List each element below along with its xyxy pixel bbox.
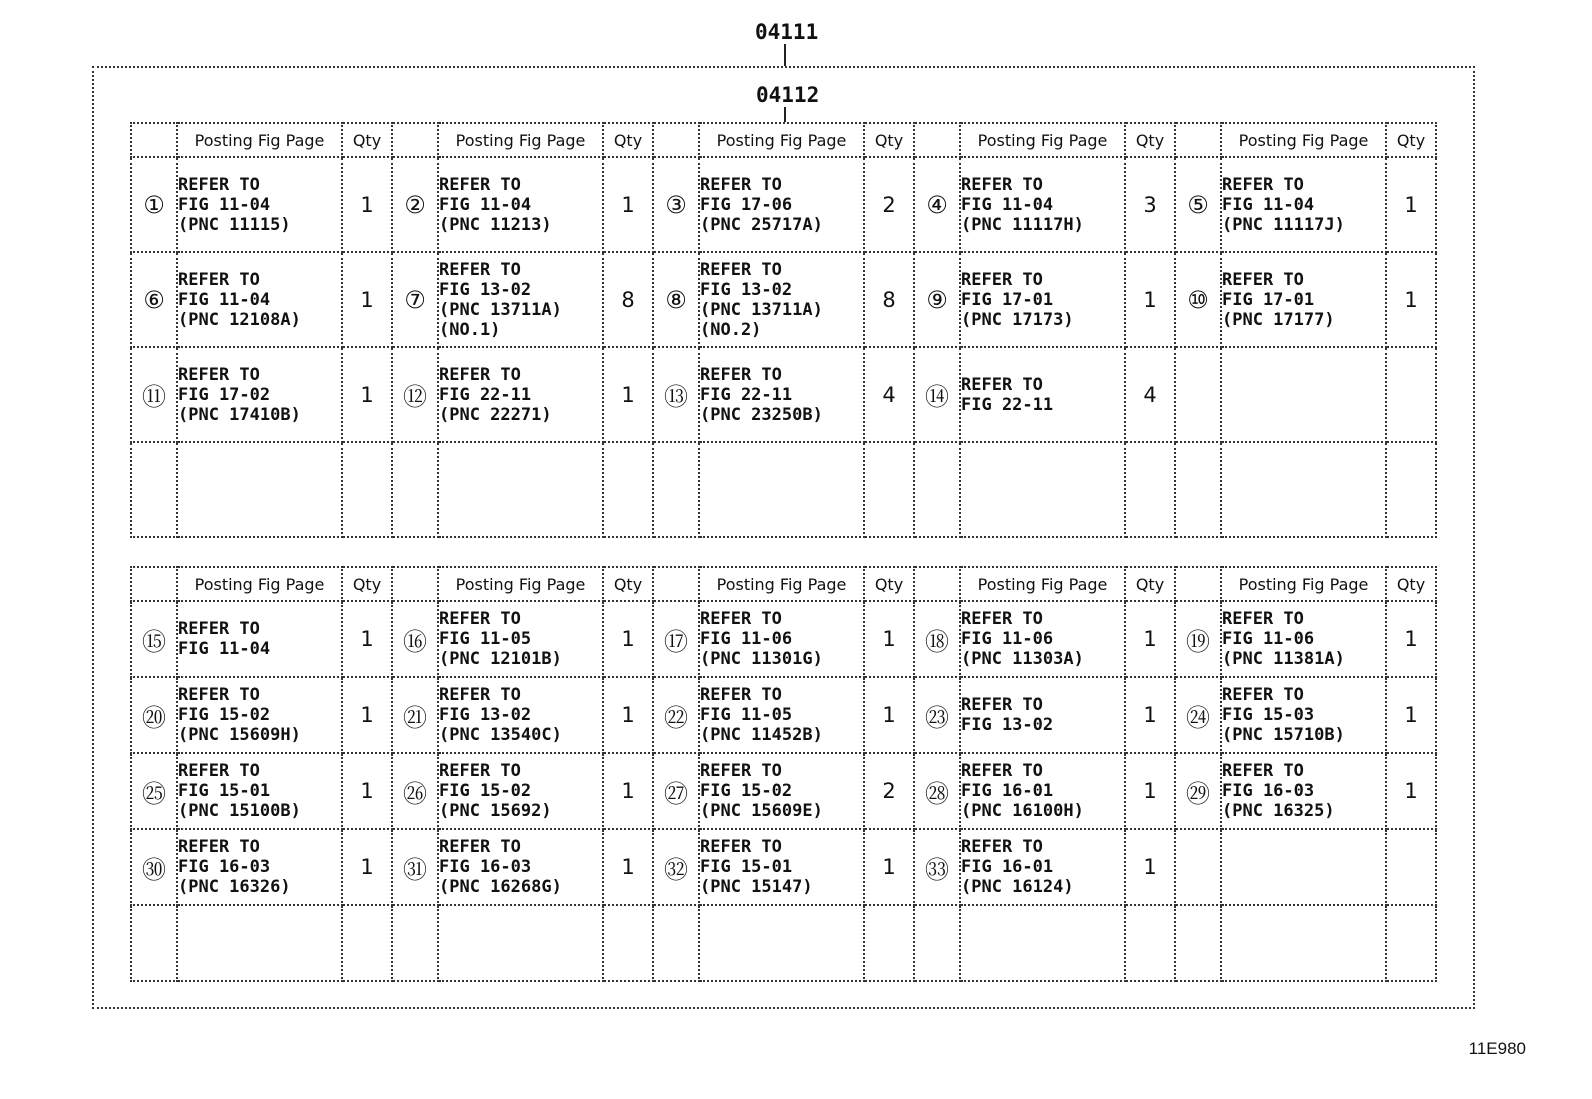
- reference-line: FIG 11-04: [961, 194, 1054, 215]
- ref-number: ㉜: [653, 829, 699, 905]
- header-qty: Qty: [342, 123, 392, 157]
- reference-line: FIG 15-01: [700, 857, 793, 877]
- qty-cell: 3: [1125, 157, 1175, 252]
- posting-fig-page-cell: [438, 905, 603, 981]
- reference-line: REFER TO: [961, 374, 1043, 395]
- reference-line: REFER TO: [961, 837, 1043, 857]
- ref-number: ⑱: [914, 601, 960, 677]
- posting-fig-page-cell: [177, 905, 342, 981]
- posting-fig-page-cell: [438, 677, 603, 753]
- header-posting-fig-page: Posting Fig Page: [699, 123, 864, 157]
- posting-fig-page-cell: [1221, 753, 1386, 829]
- ref-number: ㉘: [914, 753, 960, 829]
- reference-line: (PNC 11115): [178, 214, 291, 235]
- posting-fig-page-cell: [177, 753, 342, 829]
- reference-line: FIG 11-04: [178, 639, 271, 659]
- reference-line: FIG 17-06: [700, 194, 793, 215]
- ref-number: ㉒: [653, 677, 699, 753]
- reference-line: REFER TO: [178, 837, 260, 857]
- posting-fig-page-cell: [177, 442, 342, 537]
- table-header-row: [131, 567, 1436, 601]
- reference-line: (PNC 17177): [1222, 309, 1335, 330]
- qty-cell: 1: [1125, 829, 1175, 905]
- header-posting-fig-page: Posting Fig Page: [177, 567, 342, 601]
- reference-line: (PNC 11452B): [700, 725, 823, 745]
- illustration-code: 11E980: [1468, 1039, 1526, 1058]
- reference-line: FIG 22-11: [961, 394, 1054, 415]
- posting-fig-page-cell: [1221, 442, 1386, 537]
- ref-number: ⑪: [131, 347, 177, 442]
- reference-line: REFER TO: [1222, 609, 1304, 629]
- reference-line: REFER TO: [178, 269, 260, 290]
- qty-cell: [342, 442, 392, 537]
- reference-line: (PNC 11117H): [961, 214, 1084, 235]
- header-ref-number: [1175, 567, 1221, 601]
- qty-cell: 2: [864, 157, 914, 252]
- table-row: [131, 677, 1436, 753]
- reference-line: FIG 16-01: [961, 781, 1054, 801]
- table-row: [131, 905, 1436, 981]
- ref-number: ⑤: [1175, 157, 1221, 252]
- table-row: [131, 347, 1436, 442]
- header-qty: Qty: [603, 567, 653, 601]
- posting-fig-page-cell: [699, 601, 864, 677]
- ref-number: [131, 442, 177, 537]
- reference-line: REFER TO: [1222, 269, 1304, 290]
- ref-number: ⑬: [653, 347, 699, 442]
- reference-line: (PNC 23250B): [700, 404, 823, 425]
- posting-fig-page-cell: [438, 252, 603, 347]
- reference-line: (PNC 25717A): [700, 214, 823, 235]
- qty-cell: 1: [1125, 252, 1175, 347]
- assembly-number-sub: 04112: [756, 83, 820, 107]
- posting-fig-page-cell: [177, 677, 342, 753]
- posting-fig-page-cell: [438, 157, 603, 252]
- reference-line: FIG 16-03: [439, 857, 532, 877]
- qty-cell: 1: [1125, 753, 1175, 829]
- qty-cell: 1: [342, 677, 392, 753]
- posting-fig-page-cell: [960, 252, 1125, 347]
- posting-fig-page-cell: [438, 347, 603, 442]
- qty-cell: 1: [342, 753, 392, 829]
- reference-line: FIG 13-02: [439, 279, 532, 300]
- qty-cell: [603, 442, 653, 537]
- table-row: [131, 157, 1436, 252]
- posting-fig-page-cell: [1221, 601, 1386, 677]
- ref-number: [392, 442, 438, 537]
- reference-line: REFER TO: [700, 259, 782, 280]
- reference-line: (PNC 15609H): [178, 725, 301, 745]
- reference-line: REFER TO: [1222, 761, 1304, 781]
- posting-fig-page-cell: [699, 252, 864, 347]
- qty-cell: [864, 905, 914, 981]
- ref-number: ⑯: [392, 601, 438, 677]
- reference-line: REFER TO: [439, 609, 521, 629]
- qty-cell: 1: [1386, 252, 1436, 347]
- reference-line: (PNC 17410B): [178, 404, 301, 425]
- posting-fig-page-cell: [699, 905, 864, 981]
- posting-fig-page-cell: [1221, 677, 1386, 753]
- reference-line: REFER TO: [961, 609, 1043, 629]
- qty-cell: [864, 442, 914, 537]
- posting-fig-page-cell: [960, 677, 1125, 753]
- header-qty: Qty: [864, 567, 914, 601]
- reference-line: (PNC 11213): [439, 214, 552, 235]
- reference-line: FIG 15-02: [178, 705, 271, 725]
- ref-number: ㉝: [914, 829, 960, 905]
- reference-line: (PNC 16326): [178, 877, 291, 897]
- ref-number: ⑧: [653, 252, 699, 347]
- posting-fig-page-cell: [699, 753, 864, 829]
- ref-number: ㉙: [1175, 753, 1221, 829]
- ref-number: ②: [392, 157, 438, 252]
- ref-number: ㉔: [1175, 677, 1221, 753]
- reference-line: FIG 15-03: [1222, 705, 1315, 725]
- reference-line: (PNC 11301G): [700, 649, 823, 669]
- reference-line: REFER TO: [178, 685, 260, 705]
- header-qty: Qty: [1386, 567, 1436, 601]
- posting-fig-page-cell: [438, 601, 603, 677]
- qty-cell: 1: [342, 829, 392, 905]
- qty-cell: [1386, 347, 1436, 442]
- header-qty: Qty: [603, 123, 653, 157]
- header-posting-fig-page: Posting Fig Page: [960, 567, 1125, 601]
- qty-cell: 1: [603, 829, 653, 905]
- reference-line: (PNC 13711A): [439, 299, 562, 320]
- ref-number: [914, 905, 960, 981]
- qty-cell: 1: [1125, 677, 1175, 753]
- reference-line: REFER TO: [700, 609, 782, 629]
- qty-cell: 1: [1125, 601, 1175, 677]
- reference-line: (PNC 16325): [1222, 801, 1335, 821]
- reference-line: FIG 13-02: [439, 705, 532, 725]
- qty-cell: [1386, 442, 1436, 537]
- qty-cell: 1: [1386, 753, 1436, 829]
- qty-cell: 8: [603, 252, 653, 347]
- ref-number: ⑫: [392, 347, 438, 442]
- header-posting-fig-page: Posting Fig Page: [438, 567, 603, 601]
- header-ref-number: [914, 123, 960, 157]
- reference-line: (NO.2): [700, 319, 762, 340]
- qty-cell: 1: [342, 252, 392, 347]
- reference-line: (PNC 16268G): [439, 877, 562, 897]
- header-posting-fig-page: Posting Fig Page: [1221, 567, 1386, 601]
- reference-line: FIG 13-02: [961, 715, 1054, 735]
- reference-line: (PNC 17173): [961, 309, 1074, 330]
- header-posting-fig-page: Posting Fig Page: [699, 567, 864, 601]
- posting-fig-page-cell: [960, 905, 1125, 981]
- ref-number: ㉑: [392, 677, 438, 753]
- reference-line: FIG 22-11: [439, 384, 532, 405]
- reference-line: FIG 11-05: [700, 705, 793, 725]
- reference-line: (NO.1): [439, 319, 501, 340]
- reference-line: FIG 11-04: [1222, 194, 1315, 215]
- qty-cell: 4: [864, 347, 914, 442]
- reference-line: REFER TO: [439, 761, 521, 781]
- reference-line: FIG 13-02: [700, 279, 793, 300]
- reference-line: REFER TO: [700, 837, 782, 857]
- posting-fig-page-cell: [699, 677, 864, 753]
- header-qty: Qty: [1125, 567, 1175, 601]
- table-header-row: [131, 123, 1436, 157]
- posting-fig-page-cell: [177, 252, 342, 347]
- reference-line: REFER TO: [439, 685, 521, 705]
- header-ref-number: [653, 567, 699, 601]
- reference-line: FIG 11-04: [178, 289, 271, 310]
- header-ref-number: [392, 123, 438, 157]
- posting-fig-page-cell: [1221, 157, 1386, 252]
- ref-number: ⑰: [653, 601, 699, 677]
- qty-cell: 4: [1125, 347, 1175, 442]
- reference-line: (PNC 15710B): [1222, 725, 1345, 745]
- ref-number: ㉕: [131, 753, 177, 829]
- ref-number: ⑳: [131, 677, 177, 753]
- posting-fig-page-cell: [960, 442, 1125, 537]
- qty-cell: [1386, 905, 1436, 981]
- ref-number: ⑥: [131, 252, 177, 347]
- posting-fig-page-cell: [177, 347, 342, 442]
- reference-line: (PNC 12101B): [439, 649, 562, 669]
- ref-number: [653, 442, 699, 537]
- posting-fig-page-cell: [960, 753, 1125, 829]
- ref-number: [1175, 442, 1221, 537]
- qty-cell: 1: [1386, 601, 1436, 677]
- table-row: [131, 442, 1436, 537]
- qty-cell: 1: [342, 157, 392, 252]
- ref-number: ①: [131, 157, 177, 252]
- ref-number: [131, 905, 177, 981]
- header-ref-number: [392, 567, 438, 601]
- reference-line: REFER TO: [961, 695, 1043, 715]
- reference-line: REFER TO: [178, 619, 260, 639]
- reference-line: (PNC 11381A): [1222, 649, 1345, 669]
- reference-line: FIG 15-02: [439, 781, 532, 801]
- reference-line: FIG 22-11: [700, 384, 793, 405]
- ref-number: ㉚: [131, 829, 177, 905]
- header-qty: Qty: [342, 567, 392, 601]
- qty-cell: 1: [603, 677, 653, 753]
- ref-number: [1175, 905, 1221, 981]
- qty-cell: 1: [603, 347, 653, 442]
- reference-line: (PNC 16100H): [961, 801, 1084, 821]
- parts-reference-table-lower: [130, 566, 1437, 982]
- ref-number: [653, 905, 699, 981]
- reference-line: FIG 11-05: [439, 629, 532, 649]
- ref-number: ⑦: [392, 252, 438, 347]
- posting-fig-page-cell: [1221, 829, 1386, 905]
- posting-fig-page-cell: [1221, 252, 1386, 347]
- reference-line: REFER TO: [700, 364, 782, 385]
- reference-line: FIG 11-06: [961, 629, 1054, 649]
- qty-cell: 1: [342, 601, 392, 677]
- reference-line: (PNC 12108A): [178, 309, 301, 330]
- posting-fig-page-cell: [177, 601, 342, 677]
- reference-line: FIG 11-04: [178, 194, 271, 215]
- header-ref-number: [1175, 123, 1221, 157]
- qty-cell: 1: [864, 601, 914, 677]
- assembly-number-top: 04111: [755, 20, 819, 44]
- header-ref-number: [914, 567, 960, 601]
- ref-number: [1175, 829, 1221, 905]
- reference-line: FIG 15-01: [178, 781, 271, 801]
- qty-cell: 8: [864, 252, 914, 347]
- posting-fig-page-cell: [960, 829, 1125, 905]
- reference-line: (PNC 13711A): [700, 299, 823, 320]
- reference-line: FIG 16-01: [961, 857, 1054, 877]
- header-posting-fig-page: Posting Fig Page: [960, 123, 1125, 157]
- parts-reference-table-upper: [130, 122, 1437, 538]
- qty-cell: 1: [864, 677, 914, 753]
- reference-line: REFER TO: [1222, 685, 1304, 705]
- ref-number: ⑩: [1175, 252, 1221, 347]
- reference-line: REFER TO: [961, 761, 1043, 781]
- posting-fig-page-cell: [699, 157, 864, 252]
- reference-line: FIG 17-01: [1222, 289, 1315, 310]
- table-row: [131, 601, 1436, 677]
- qty-cell: [1386, 829, 1436, 905]
- header-ref-number: [653, 123, 699, 157]
- ref-number: ⑲: [1175, 601, 1221, 677]
- header-ref-number: [131, 123, 177, 157]
- posting-fig-page-cell: [1221, 905, 1386, 981]
- reference-line: FIG 11-06: [700, 629, 793, 649]
- qty-cell: 1: [1386, 677, 1436, 753]
- posting-fig-page-cell: [438, 829, 603, 905]
- qty-cell: [1125, 442, 1175, 537]
- ref-number: [1175, 347, 1221, 442]
- ref-number: ㉛: [392, 829, 438, 905]
- reference-line: REFER TO: [961, 174, 1043, 195]
- reference-line: (PNC 15100B): [178, 801, 301, 821]
- table-row: [131, 753, 1436, 829]
- reference-line: (PNC 13540C): [439, 725, 562, 745]
- reference-line: FIG 16-03: [178, 857, 271, 877]
- posting-fig-page-cell: [960, 347, 1125, 442]
- reference-line: REFER TO: [961, 269, 1043, 290]
- reference-line: (PNC 22271): [439, 404, 552, 425]
- posting-fig-page-cell: [699, 347, 864, 442]
- reference-line: REFER TO: [439, 837, 521, 857]
- header-qty: Qty: [1386, 123, 1436, 157]
- reference-line: (PNC 11303A): [961, 649, 1084, 669]
- posting-fig-page-cell: [960, 157, 1125, 252]
- reference-line: FIG 11-06: [1222, 629, 1315, 649]
- reference-line: REFER TO: [178, 761, 260, 781]
- posting-fig-page-cell: [699, 442, 864, 537]
- reference-line: (PNC 15147): [700, 877, 813, 897]
- header-qty: Qty: [864, 123, 914, 157]
- reference-line: FIG 15-02: [700, 781, 793, 801]
- qty-cell: 1: [1386, 157, 1436, 252]
- header-ref-number: [131, 567, 177, 601]
- qty-cell: 1: [342, 347, 392, 442]
- reference-line: REFER TO: [1222, 174, 1304, 195]
- ref-number: [914, 442, 960, 537]
- posting-fig-page-cell: [177, 829, 342, 905]
- reference-line: FIG 16-03: [1222, 781, 1315, 801]
- qty-cell: 2: [864, 753, 914, 829]
- reference-line: REFER TO: [439, 174, 521, 195]
- assembly-sub-leader-line: [784, 107, 786, 122]
- ref-number: ⑭: [914, 347, 960, 442]
- reference-line: FIG 11-04: [439, 194, 532, 215]
- qty-cell: 1: [603, 753, 653, 829]
- header-posting-fig-page: Posting Fig Page: [177, 123, 342, 157]
- reference-line: REFER TO: [700, 685, 782, 705]
- ref-number: ㉗: [653, 753, 699, 829]
- posting-fig-page-cell: [1221, 347, 1386, 442]
- header-posting-fig-page: Posting Fig Page: [438, 123, 603, 157]
- header-posting-fig-page: Posting Fig Page: [1221, 123, 1386, 157]
- posting-fig-page-cell: [177, 157, 342, 252]
- reference-line: REFER TO: [439, 259, 521, 280]
- reference-line: FIG 17-01: [961, 289, 1054, 310]
- reference-line: (PNC 11117J): [1222, 214, 1345, 235]
- reference-line: (PNC 15692): [439, 801, 552, 821]
- reference-line: REFER TO: [700, 761, 782, 781]
- qty-cell: 1: [603, 157, 653, 252]
- ref-number: [392, 905, 438, 981]
- ref-number: ④: [914, 157, 960, 252]
- reference-line: REFER TO: [178, 174, 260, 195]
- posting-fig-page-cell: [960, 601, 1125, 677]
- assembly-top-leader-line: [784, 44, 786, 66]
- ref-number: ③: [653, 157, 699, 252]
- qty-cell: [342, 905, 392, 981]
- reference-line: REFER TO: [178, 364, 260, 385]
- ref-number: ⑨: [914, 252, 960, 347]
- header-qty: Qty: [1125, 123, 1175, 157]
- ref-number: ⑮: [131, 601, 177, 677]
- ref-number: ㉖: [392, 753, 438, 829]
- qty-cell: 1: [603, 601, 653, 677]
- qty-cell: [1125, 905, 1175, 981]
- posting-fig-page-cell: [438, 753, 603, 829]
- reference-line: (PNC 16124): [961, 877, 1074, 897]
- table-row: [131, 829, 1436, 905]
- posting-fig-page-cell: [699, 829, 864, 905]
- reference-line: REFER TO: [439, 364, 521, 385]
- posting-fig-page-cell: [438, 442, 603, 537]
- table-row: [131, 252, 1436, 347]
- ref-number: ㉓: [914, 677, 960, 753]
- reference-line: (PNC 15609E): [700, 801, 823, 821]
- reference-line: FIG 17-02: [178, 384, 271, 405]
- qty-cell: 1: [864, 829, 914, 905]
- qty-cell: [603, 905, 653, 981]
- reference-line: REFER TO: [700, 174, 782, 195]
